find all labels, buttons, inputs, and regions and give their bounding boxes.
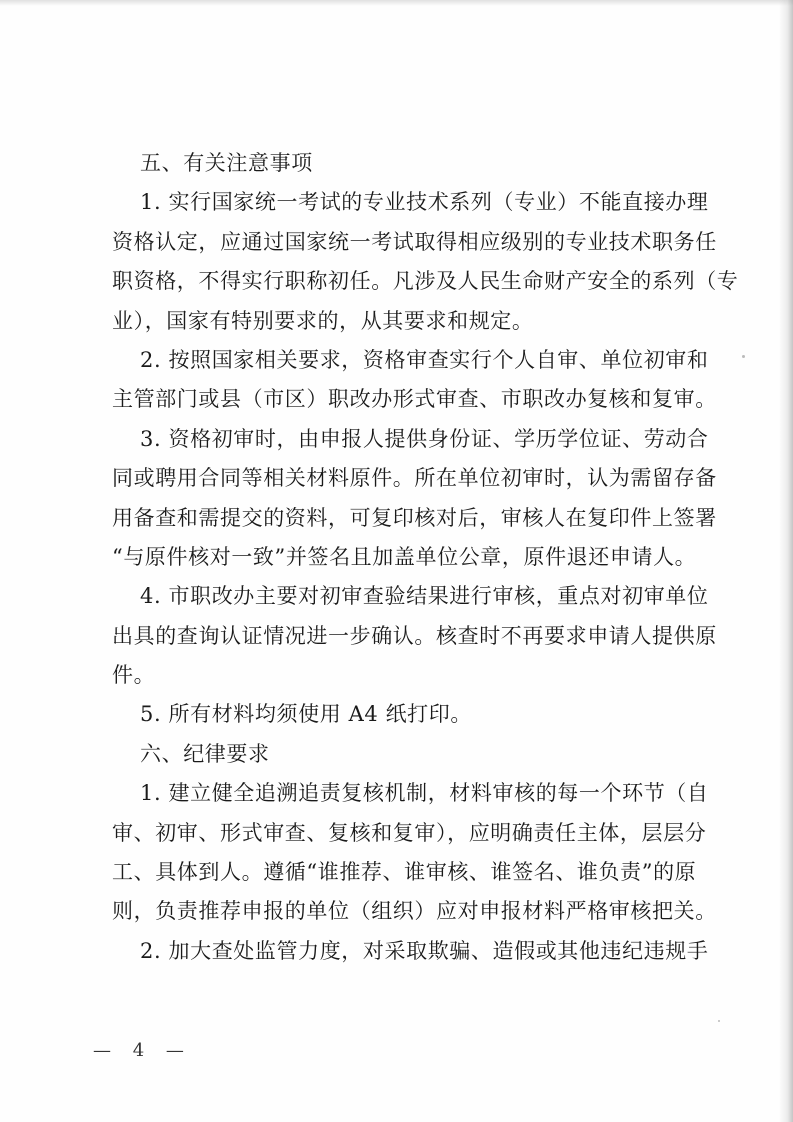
section-heading-discipline: 六、纪律要求 bbox=[140, 741, 270, 766]
paragraph-line: 3. 资格初审时，由申报人提供身份证、学历学位证、劳动合 bbox=[140, 426, 709, 451]
scan-edge-shadow bbox=[779, 0, 793, 1122]
paragraph-line: 同或聘用合同等相关材料原件。所在单位初审时，认为需留存备 bbox=[112, 466, 717, 491]
paragraph-line: 用备查和需提交的资料，可复印核对后，审核人在复印件上签署 bbox=[112, 505, 717, 530]
paragraph-line: 件。 bbox=[112, 663, 156, 688]
paragraph-line: 出具的查询认证情况进一步确认。核查时不再要求申请人提供原 bbox=[112, 623, 717, 648]
paragraph-line: 主管部门或县（市区）职改办形式审查、市职改办复核和复审。 bbox=[112, 387, 717, 412]
section-heading-notes: 五、有关注意事项 bbox=[140, 151, 313, 175]
paragraph-line: 4. 市职改办主要对初审查验结果进行审核，重点对初审单位 bbox=[140, 584, 709, 609]
paragraph-line: 2. 按照国家相关要求，资格审查实行个人自审、单位初审和 bbox=[140, 347, 709, 372]
paragraph-line: 1. 建立健全追溯追责复核机制，材料审核的每一个环节（自 bbox=[140, 781, 709, 806]
scan-speck bbox=[742, 355, 745, 358]
document-body bbox=[112, 144, 739, 971]
page-number: — 4 — bbox=[93, 1040, 192, 1061]
paragraph-line: 工、具体到人。遵循“谁推荐、谁审核、谁签名、谁负责”的原 bbox=[112, 860, 697, 885]
scan-top-shadow bbox=[0, 0, 793, 6]
paragraph-line: 业），国家有特别要求的，从其要求和规定。 bbox=[112, 308, 534, 333]
paragraph-line: “与原件核对一致”并签名且加盖单位公章，原件退还申请人。 bbox=[112, 544, 697, 569]
paragraph-line: 2. 加大查处监管力度，对采取欺骗、造假或其他违纪违规手 bbox=[140, 938, 709, 963]
paragraph-line: 则，负责推荐申报的单位（组织）应对申报材料严格审核把关。 bbox=[112, 899, 717, 924]
paragraph-line: 职资格，不得实行职称初任。凡涉及人民生命财产安全的系列（专 bbox=[112, 269, 739, 294]
paragraph-line: 资格认定，应通过国家统一考试取得相应级别的专业技术职务任 bbox=[112, 229, 717, 254]
paragraph-line: 1. 实行国家统一考试的专业技术系列（专业）不能直接办理 bbox=[140, 190, 709, 215]
paragraph-line: 5. 所有材料均须使用 A4 纸打印。 bbox=[140, 702, 472, 727]
paragraph-line: 审、初审、形式审查、复核和复审），应明确责任主体，层层分 bbox=[112, 820, 707, 845]
scan-speck bbox=[718, 1020, 720, 1022]
